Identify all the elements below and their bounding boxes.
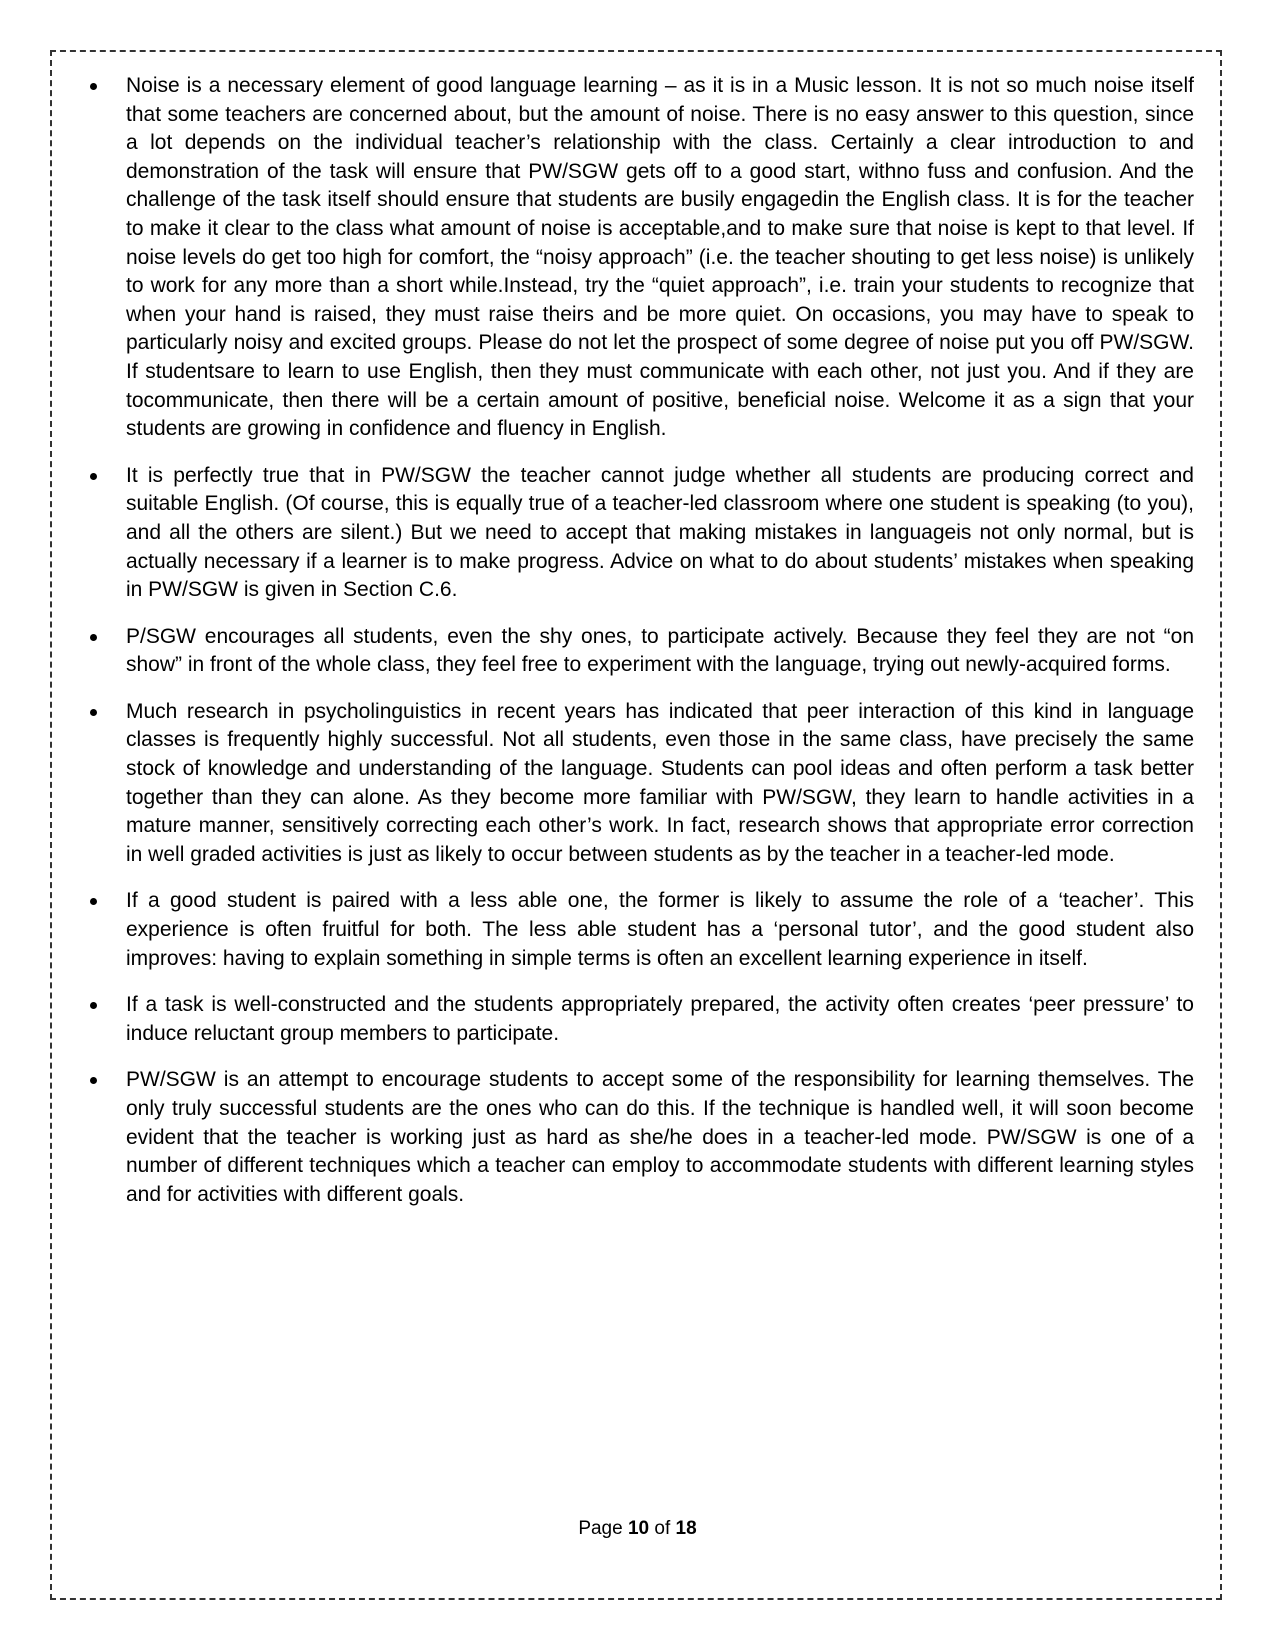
list-item xyxy=(88,72,1194,444)
list-item xyxy=(88,623,1194,680)
bullet-icon xyxy=(90,709,97,716)
page-number: 10 xyxy=(627,1518,650,1539)
bullet-icon xyxy=(90,473,97,480)
paragraph-text: Much research in psycholinguistics in recent years has indicated that peer interaction of this kind in language classes is frequently highly successful. Not all students, even those in the same class, have precisely the same stock of knowledge and understanding of the language. Students can pool ideas and often perform a task better together than they can alone. As they become more familiar with PW/SGW, they learn to handle activities in a mature manner, sensitively correcting each other’s work. In fact, research shows that appropriate error correction in well graded activities is just as likely to occur between students as by the teacher in a teacher-led mode. xyxy=(126,699,1194,866)
paragraph-text: PW/SGW is an attempt to encourage students to accept some of the responsibility for learning themselves. The only truly successful students are the ones who can do this. If the technique is handled well, it will soon become evident that the teacher is working just as hard as she/he does in a teacher-led mode. PW/SGW is one of a number of different techniques which a teacher can employ to accommodate students with different learning styles and for activities with different goals. xyxy=(126,1068,1194,1206)
page-footer xyxy=(0,1518,1275,1540)
paragraph-text: If a good student is paired with a less able one, the former is likely to assume the role of a ‘teacher’. This experience is often fruitful for both. The less able student has a ‘personal tutor’, and the good student also improves: having to explain something in simple terms is often an excellent learning experience in itself. xyxy=(126,889,1194,970)
paragraph-text: Noise is a necessary element of good language learning – as it is in a Music lesson. It is not so much noise itself that some teachers are concerned about, but the amount of noise. There is no easy answer to this question, since a lot depends on the individual teacher’s relationship with the class. Certainly a clear introduction to and demonstration of the task will ensure that PW/SGW gets off to a good start, withno fuss and confusion. And the challenge of the task itself should ensure that students are busily engagedin the English class. It is for the teacher to make it clear to the class what amount of noise is acceptable,and to make sure that noise is kept to that level. If noise levels do get too high for comfort, the “noisy approach” (i.e. the teacher shouting to get less noise) is unlikely to work for any more than a short while.Instead, try the “quiet approach”, i.e. train your students to recognize that when your hand is raised, they must raise theirs and be more quiet. On occasions, you may have to speak to particularly noisy and excited groups. Please do not let the prospect of some degree of noise put you off PW/SGW. If studentsare to learn to use English, then they must communicate with each other, not just you. And if they are tocommunicate, then there will be a certain amount of positive, beneficial noise. Welcome it as a sign that your students are growing in confidence and fluency in English. xyxy=(126,74,1194,441)
of-word: of xyxy=(654,1518,671,1539)
bullet-icon xyxy=(90,83,97,90)
bullet-icon xyxy=(90,634,97,641)
bullet-icon xyxy=(90,898,97,905)
paragraph-text: If a task is well-constructed and the students appropriately prepared, the activity often creates ‘peer pressure’ to induce reluctant group members to participate. xyxy=(126,993,1194,1045)
list-item xyxy=(88,698,1194,870)
bullet-icon xyxy=(90,1077,97,1084)
paragraph-text: P/SGW encourages all students, even the shy ones, to participate actively. Because they feel they are not “on show” in front of the whole class, they feel free to experiment with the language, trying out newly-acquired forms. xyxy=(126,624,1194,677)
total-pages: 18 xyxy=(675,1518,697,1539)
page-word: Page xyxy=(578,1518,623,1539)
paragraph-text: It is perfectly true that in PW/SGW the teacher cannot judge whether all students are producing correct and suitable English. (Of course, this is equally true of a teacher-led classroom where one student is speaking (to you), and all the others are silent.) But we need to accept that making mistakes in languageis not only normal, but is actually necessary if a learner is to make progress. Advice on what to do about students’ mistakes when speaking in PW/SGW is given in Section C.6. xyxy=(126,463,1194,602)
list-item xyxy=(88,887,1194,973)
list-item xyxy=(88,462,1194,605)
bullet-icon xyxy=(90,1002,97,1009)
list-item xyxy=(88,991,1194,1048)
document-body xyxy=(88,72,1194,1227)
list-item xyxy=(88,1066,1194,1209)
bullet-list xyxy=(88,72,1194,1209)
